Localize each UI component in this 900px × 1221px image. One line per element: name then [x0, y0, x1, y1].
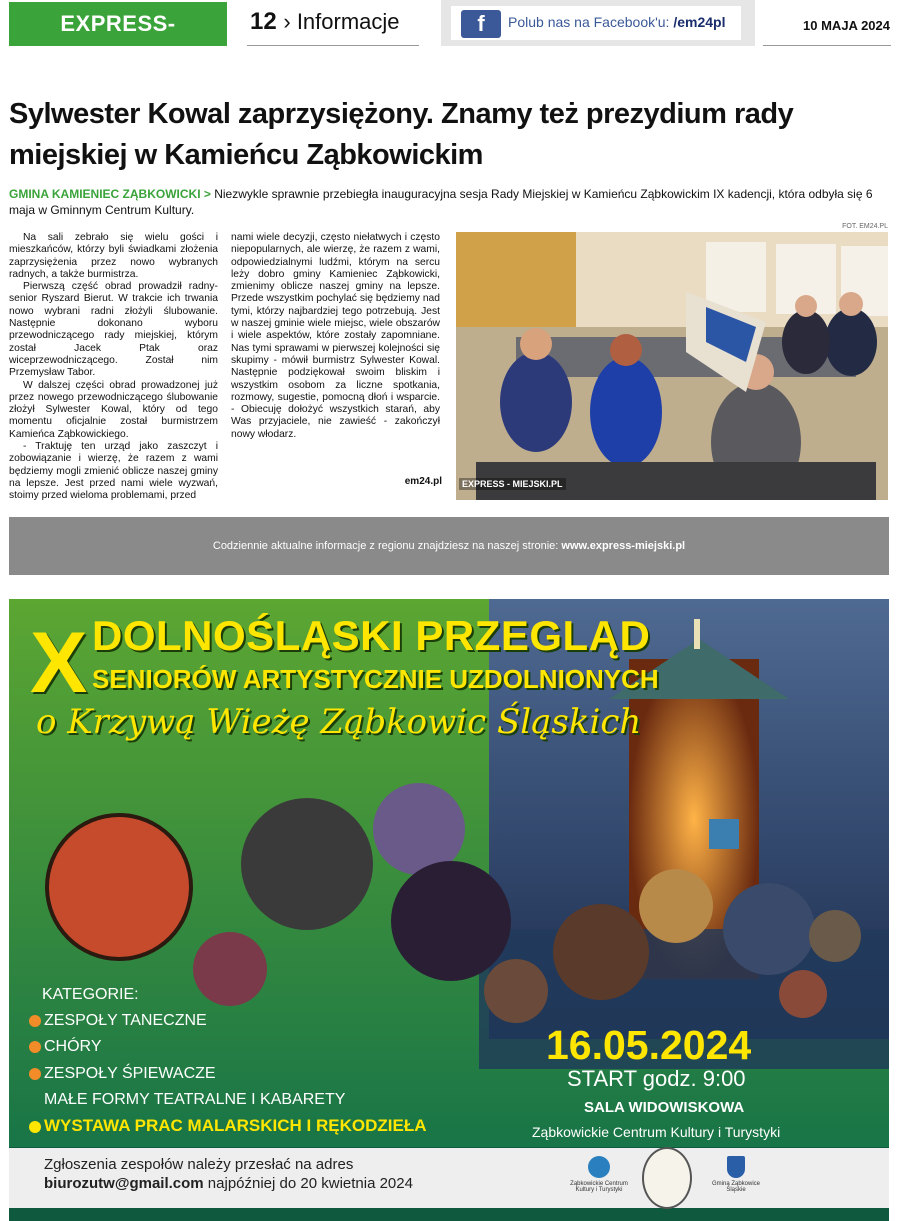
facebook-handle[interactable]: /em24pl — [673, 14, 726, 30]
exhibition-label: WYSTAWA PRAC MALARSKICH I RĘKODZIEŁA — [44, 1116, 427, 1135]
page-number — [250, 8, 400, 36]
lead-tag: GMINA KAMIENIEC ZĄBKOWICKI > — [9, 187, 211, 201]
footer-deadline: najpóźniej do 20 kwietnia 2024 — [203, 1175, 413, 1192]
category-item: CHÓRY — [44, 1038, 102, 1055]
section-name: › Informacje — [283, 9, 400, 34]
site-brand[interactable]: EXPRESS-MIEJSKI.PL — [9, 2, 227, 46]
banner-url[interactable]: www.express-miejski.pl — [561, 540, 686, 552]
category-item: ZESPOŁY TANECZNE — [44, 1012, 207, 1029]
article-lead — [9, 186, 889, 218]
event-venue: SALA WIDOWISKOWA — [584, 1099, 745, 1116]
facebook-text: Polub nas na Facebook'u: — [508, 14, 670, 30]
paragraph: W dalszej części obrad prowadzonej już przez nowego przewodniczącego ślubowanie złożył Sylwester Kowal, który od tego momentu oficjalnie został burmistrzem Kamieńca Ząbkowickiego. — [9, 379, 218, 440]
paragraph: Pierwszą część obrad prowadził radny-senior Ryszard Bierut. W trakcie ich trwania nowo wybrani radni złożyli ślubowanie. Następnie dokonano wyboru przewodniczącego rady miejskiej, którym został Jacek Ptak oraz wiceprzewodniczącego. Został nim Przemysław Tabor. — [9, 281, 218, 379]
article-photo[interactable] — [456, 232, 888, 500]
date-rule — [763, 45, 891, 46]
paragraph: nami wiele decyzji, często niełatwych i często niepopularnych, ale wierzę, że razem z wami, odpowiedzialnymi ludźmi, którym na sercu leży dobro gminy Kamieniec Ząbkowicki, zmienimy oblicze naszej gminy na lepsze. Przede wszystkim pochylać się będziemy nad tymi, którzy najbardziej tego potrzebują. Jest w naszej gminie wiele miejsc, wiele obszarów i wiele aspektów, które zostały zapomniane. Nas tymi sprawami w pierwszej kolejności się skupimy - mówił burmistrz Sylwester Kowal. Następnie podziękował swoim bliskim i wszystkim osobom za liczne spotkania, rozmowy, sugestie, pomocną dłoń i wsparcie. - Obiecuję dołożyć wszystkich starań, aby Was przyjaciele, nie zawieść - zakończył nowy włodarz. — [231, 232, 440, 440]
header-rule — [247, 45, 419, 46]
poster-roman-numeral: X — [30, 615, 88, 711]
event-date: 16.05.2024 — [546, 1022, 752, 1068]
poster-title: DOLNOŚLĄSKI PRZEGLĄD — [92, 612, 651, 659]
seal-icon — [642, 1147, 692, 1209]
paragraph: - Traktuję ten urząd jako zaszczyt i zobowiązanie i wierzę, że razem z wami będziemy mogli zmienić oblicze naszej gminy na lepsze. Jest przed nami wiele wyzwań, stoimy przed wieloma problemami, przed — [9, 441, 218, 502]
logo-zckit-caption: Ząbkowickie Centrum Kultury i Turystyki — [570, 1181, 628, 1193]
event-start-time: START godz. 9:00 — [567, 1066, 746, 1091]
article-headline: Sylwester Kowal zaprzysiężony. Znamy też prezydium rady miejskiej w Kamieńcu Ząbkowickim — [9, 98, 794, 171]
poster-tagline: o Krzywą Wieżę Ząbkowic Śląskich — [36, 702, 642, 742]
coat-of-arms-icon — [727, 1156, 745, 1178]
article-column-2 — [231, 232, 440, 441]
article-signature: em24.pl — [404, 476, 442, 487]
site-banner-text — [9, 540, 889, 552]
paragraph: Na sali zebrało się wielu gości i mieszkańców, którzy byli świadkami złożenia zaprzysiężenia przez nowo wybranych radnych, a także burmistrza. — [9, 232, 218, 280]
bullet-icon — [29, 1041, 41, 1053]
lead-text: Niezwykle sprawnie przebiegła inauguracyjna sesja Rady Miejskiej w Kamieńcu Ząbkowickim IX kadencji, która odbyła się 6 maja w Gminnym Centrum Kultury. — [9, 187, 873, 217]
footer-email[interactable]: biurozutw@gmail.com — [44, 1175, 204, 1192]
photo-watermark: EXPRESS - MIEJSKI.PL — [459, 478, 566, 490]
council-session-photo — [456, 232, 888, 500]
poster-subtitle: SENIORÓW ARTYSTYCZNIE UZDOLNIONYCH — [92, 664, 659, 694]
photo-credit: FOT. EM24.PL — [842, 223, 888, 230]
bullet-icon — [29, 1068, 41, 1080]
category-item: ZESPOŁY ŚPIEWACZE — [44, 1065, 216, 1082]
categories-label: KATEGORIE: — [42, 986, 139, 1003]
logo-gmina-caption: Gmina Ząbkowice Śląskie — [711, 1181, 761, 1193]
issue-date: 10 MAJA 2024 — [803, 18, 890, 33]
banner-text: Codziennie aktualne informacje z regionu znajdziesz na naszej stronie: — [212, 540, 562, 552]
facebook-icon[interactable]: f — [461, 10, 501, 38]
page-number-value: 12 — [250, 8, 277, 35]
footer-contact — [44, 1175, 413, 1192]
bullet-icon — [29, 1121, 41, 1133]
zckit-logo-icon — [588, 1156, 610, 1178]
bullet-icon — [29, 1015, 41, 1027]
event-organizer: Ząbkowickie Centrum Kultury i Turystyki — [532, 1124, 781, 1140]
article-column-1 — [9, 232, 218, 503]
category-item: MAŁE FORMY TEATRALNE I KABARETY — [44, 1091, 346, 1108]
facebook-link[interactable] — [508, 14, 725, 30]
footer-instructions: Zgłoszenia zespołów należy przesłać na adres — [44, 1156, 354, 1173]
